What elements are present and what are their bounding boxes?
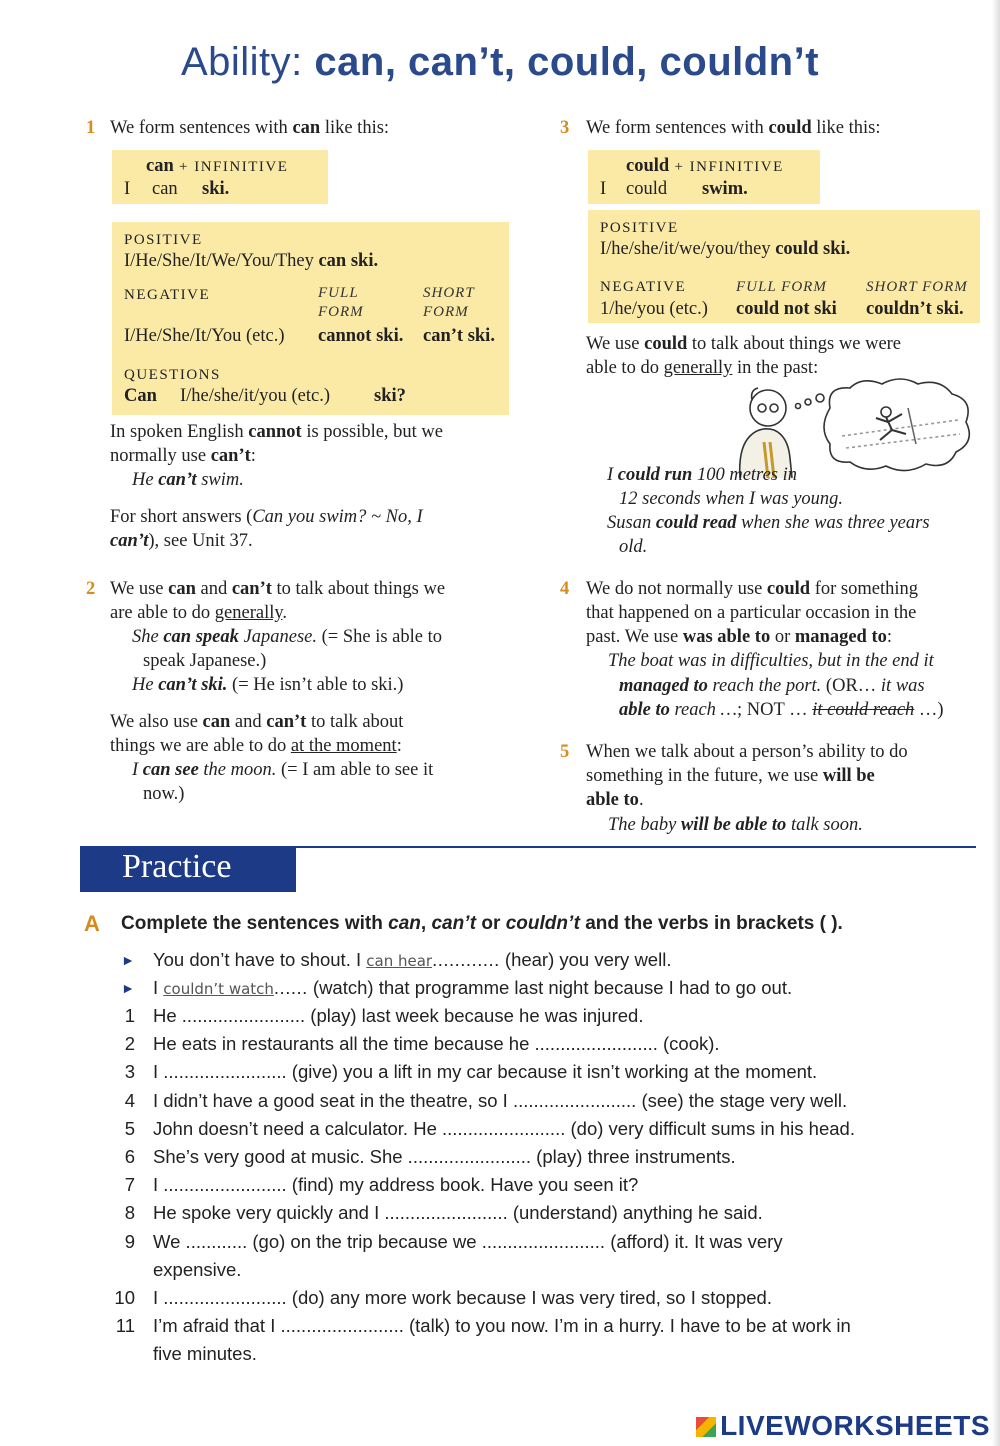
exercise-instruction: Complete the sentences with can, can’t or couldn’t and the verbs in brackets ( ). <box>121 913 843 934</box>
item-sentence[interactable]: five minutes. <box>153 1343 257 1365</box>
arrow-icon: ► <box>121 980 135 996</box>
item-number: 10 <box>114 1287 135 1308</box>
practice-heading: Practice <box>122 848 232 885</box>
page-title: Ability: can, can’t, could, couldn’t <box>180 40 820 84</box>
item-sentence[interactable]: expensive. <box>153 1258 242 1280</box>
item-sentence[interactable]: He spoke very quickly and I ........................ (understand) anything he said. <box>153 1202 763 1224</box>
item-number: 7 <box>124 1174 135 1196</box>
item-sentence[interactable]: I’m afraid that I ........................ (talk) to you now. I’m in a hurry. I have to be at work in <box>153 1315 851 1337</box>
item-sentence[interactable]: I ........................ (find) my address book. Have you seen it? <box>153 1174 639 1196</box>
item-sentence[interactable]: I ........................ (do) any more work because I was very tired, so I stopped. <box>153 1287 772 1308</box>
arrow-icon: ► <box>121 952 135 968</box>
exercise-letter: A <box>84 911 100 936</box>
item-sentence[interactable]: We ............ (go) on the trip because we ........................ (afford) it. It was very <box>153 1230 783 1252</box>
exercise-list: ► You don’t have to shout. I can hear............ (hear) you very well. ► I couldn’t watch...... (watch) that programme last night because I had to go out. 1 He ........................ (play) last week because he was injured. 2 He eats in restaurants all the time because he ........................ (cook). 3 I ........................ (give) you a lift in my car because it isn’t working at the moment. 4 I didn’t have a good seat in the theatre, so I ........................ (see) the stage very well. 5 John doesn’t need a calculator. He ........................ (do) very difficult sums in his head. 6 She’s very good at music. She ........................ (play) three instruments. 7 I ........................ (find) my address book. Have you seen it? 8 He spoke very quickly and I ........................ (understand) anything he said. 9 We ............ (go) on the trip because we ........................ (afford) it. It was very expensive. 10 I ........................ (do) any more work because I was very tired, so I stopped. 11 I’m afraid that I ........................ (talk) to you now. I’m in a hurry. I have to be at work in five minutes. <box>105 946 995 1386</box>
section-intro: We form sentences with can like this: <box>110 118 390 138</box>
form-box-could: could + INFINITIVE I could swim. <box>588 150 820 204</box>
section-number: 3 <box>560 118 570 138</box>
section-number: 2 <box>86 579 96 599</box>
divider-rule <box>296 846 976 848</box>
item-sentence[interactable]: John doesn’t need a calculator. He ........................ (do) very difficult sums in his head. <box>153 1117 855 1139</box>
section-number: 4 <box>560 579 570 599</box>
item-number: 6 <box>124 1146 135 1167</box>
item-number: 11 <box>115 1315 135 1337</box>
liveworksheets-logo: LIVEWORKSHEETS <box>696 1410 990 1442</box>
item-sentence[interactable]: He ........................ (play) last week because he was injured. <box>153 1005 644 1026</box>
example-answer: can hear <box>366 952 433 970</box>
form-box-can: can + INFINITIVE I can ski. <box>112 150 328 204</box>
item-number: 9 <box>124 1230 135 1252</box>
item-number: 5 <box>124 1117 135 1139</box>
item-sentence[interactable]: He eats in restaurants all the time because he ........................ (cook). <box>153 1033 720 1055</box>
conjugation-box-could: POSITIVE I/he/she/it/we/you/they could ski. NEGATIVE FULL FORM SHORT FORM 1/he/you (etc.) could not ski couldn’t ski. <box>588 210 980 323</box>
item-number: 2 <box>124 1033 135 1055</box>
example-answer: couldn’t watch <box>163 980 274 998</box>
logo-icon <box>696 1417 716 1437</box>
item-number: 1 <box>124 1005 135 1026</box>
item-number: 4 <box>124 1089 135 1111</box>
section-number: 5 <box>560 742 570 762</box>
item-sentence[interactable]: I ........................ (give) you a lift in my car because it isn’t working at the moment. <box>153 1061 818 1083</box>
conjugation-box-can: POSITIVE I/He/She/It/We/You/They can ski. NEGATIVE FULL FORM SHORT FORM I/He/She/It/You (etc.) cannot ski. can’t ski. QUESTIONS Can I/he/she/it/you (etc.) ski? <box>112 222 509 415</box>
item-number: 3 <box>124 1061 135 1083</box>
item-number: 8 <box>124 1202 135 1224</box>
item-sentence[interactable]: I didn’t have a good seat in the theatre, so I ........................ (see) the stage very well. <box>153 1089 848 1111</box>
section-number: 1 <box>86 118 96 138</box>
item-sentence[interactable]: She’s very good at music. She ........................ (play) three instruments. <box>153 1146 736 1167</box>
